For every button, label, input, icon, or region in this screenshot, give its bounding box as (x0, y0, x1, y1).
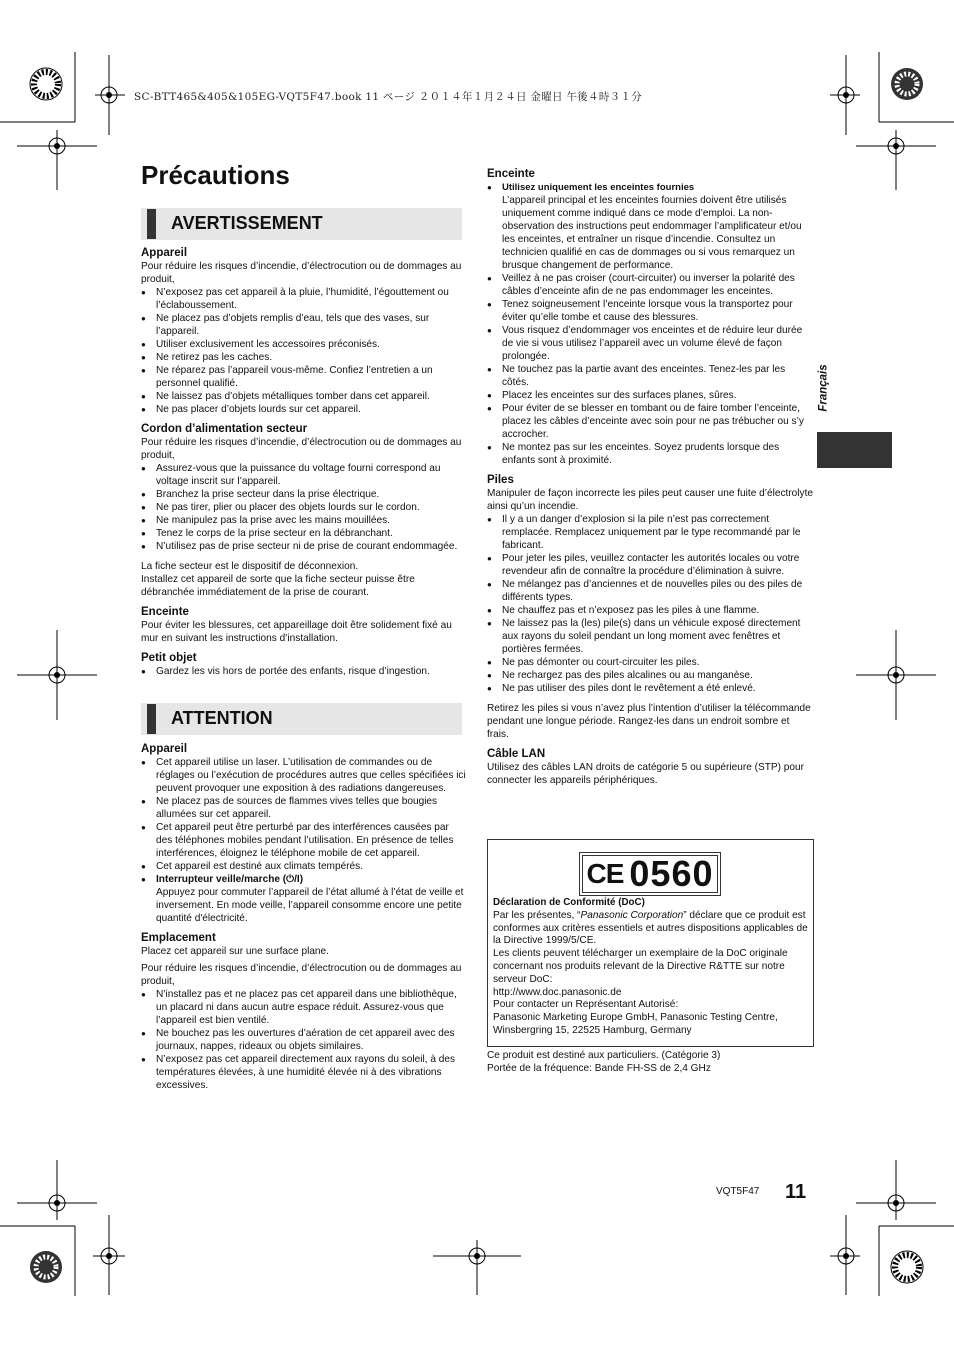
cordon-note-2: Installez cet appareil de sorte que la fiche secteur puisse être débranchée immédiatement de la prise de courant. (141, 574, 415, 598)
enceinte-heading: Enceinte (141, 606, 189, 618)
attention-section (141, 736, 466, 1092)
enceinte-first-text: L’appareil principal et les enceintes fournies doivent être utilisés uniquement comme indiqué dans ce mode d’emploi. La non-observation des instructions peut endommager l’amplificateur et/ou les enceintes, et entraîner un risque d’incendie. Consultez un technicien qualifié en cas de dommages ou si vous remarquez un brusque changement de performance. (502, 195, 802, 271)
doc-line1: Par les présentes, “Panasonic Corporation” déclare que ce produit est conformes aux critères essentiels et autres dispositions applicables de la Directive 1999/5/CE. (493, 909, 808, 947)
language-label: Français (817, 364, 830, 412)
doc-line2: Les clients peuvent télécharger un exemplaire de la DoC originale concernant nos produits relevant de la Directive R&TTE sur notre serveur DoC: (493, 948, 788, 985)
list-item: ● Il y a un danger d’explosion si la pile n’est pas correctement remplacée. Remplacez uniquement par le type recommandé par le fabricant. (487, 513, 813, 552)
list-item: ● N’exposez pas cet appareil directement aux rayons du soleil, à des températures élevées, à une humidité élevée ni à des vibrations excessives. (141, 1053, 466, 1092)
list-item: ● Ne laissez pas d’objets métalliques tomber dans cet appareil. (141, 390, 466, 403)
appareil-heading: Appareil (141, 247, 188, 259)
company-name: Panasonic Corporation (580, 909, 684, 921)
cordon-intro: Pour réduire les risques d’incendie, d’électrocution ou de dommages au produit, (141, 437, 462, 461)
book-header: SC-BTT465&405&105EG-VQT5F47.book 11 ページ ２０１４年１月２４日 金曜日 午後４時３１分 (134, 91, 643, 103)
list-item: ● Ne retirez pas les caches. (141, 351, 466, 364)
list-item: ● Ne montez pas sur les enceintes. Soyez prudents lorsque des enfants sont à proximité. (487, 441, 813, 467)
petit-objet-heading: Petit objet (141, 652, 197, 664)
lan-heading: Câble LAN (487, 748, 546, 760)
list-item: ● Ne mélangez pas d’anciennes et de nouvelles piles ou des piles de différents types. (487, 578, 813, 604)
attention-banner (141, 703, 462, 735)
banner-bar (147, 209, 156, 239)
piles-list (487, 513, 813, 695)
appareil-intro: Pour réduire les risques d’incendie, d’électrocution ou de dommages au produit, (141, 261, 462, 285)
list-item (487, 181, 813, 272)
list-item: ● Ne pas démonter ou court-circuiter les piles. (487, 656, 813, 669)
list-item: ● Tenez le corps de la prise secteur en la débranchant. (141, 527, 466, 540)
enceinte-first-label: Utilisez uniquement les enceintes fournies (502, 182, 695, 193)
doc-line4: Panasonic Marketing Europe GmbH, Panasonic Testing Centre, Winsbergring 15, 22525 Hamburg, Germany (493, 1012, 778, 1036)
list-item: ● Tenez soigneusement l’enceinte lorsque vous la transportez pour éviter qu’elle tombe et cause des blessures. (487, 298, 813, 324)
frequency-note: Portée de la fréquence: Bande FH-SS de 2,4 GHz (487, 1063, 711, 1074)
ce-mark: CE (586, 858, 624, 889)
avertissement-heading: AVERTISSEMENT (171, 213, 323, 233)
cordon-note-1: La fiche secteur est le dispositif de déconnexion. (141, 561, 359, 572)
appareil-list (141, 286, 466, 416)
doc-url: http://www.doc.panasonic.de (493, 986, 622, 998)
page-number: 11 (785, 1181, 807, 1203)
piles-outro: Retirez les piles si vous n’avez plus l’intention d’utiliser la télécommande pendant une longue période. Rangez-les dans un endroit sombre et frais. (487, 703, 811, 740)
list-item: ● Ne pas tirer, plier ou placer des objets lourds sur le cordon. (141, 501, 466, 514)
list-item: ● Ne pas utiliser des piles dont le revêtement a été enlevé. (487, 682, 813, 695)
switch-text: Appuyez pour commuter l’appareil de l’état allumé à l’état de veille et inversement. En mode veille, l’appareil consomme encore une petite quantité d'électricité. (156, 887, 464, 924)
list-item: ● Ne bouchez pas les ouvertures d’aération de cet appareil avec des journaux, nappes, rideaux ou objets similaires. (141, 1027, 466, 1053)
list-item: ● Ne rechargez pas des piles alcalines ou au manganèse. (487, 669, 813, 682)
after-box-text (487, 1049, 813, 1075)
list-item: ● Pour éviter de se blesser en tombant ou de faire tomber l’enceinte, placez les câbles d’enceinte avec soin pour ne pas trébucher ou s’y accrocher. (487, 402, 813, 441)
doc-line3: Pour contacter un Représentant Autorisé: (493, 999, 679, 1011)
avertissement-banner (141, 208, 462, 240)
list-item: ● N’exposez pas cet appareil à la pluie, l’humidité, l’égouttement ou l’éclaboussement. (141, 286, 466, 312)
list-item: ● Gardez les vis hors de portée des enfants, risque d’ingestion. (141, 665, 466, 678)
right-enceinte-list (487, 181, 813, 467)
list-item: ● Ne réparez pas l’appareil vous-même. Confiez l’entretien a un personnel qualifié. (141, 364, 466, 390)
category-note: Ce produit est destiné aux particuliers. (Catégorie 3) (487, 1050, 721, 1061)
list-item: ● Ne manipulez pas la prise avec les mains mouillées. (141, 514, 466, 527)
enceinte-text: Pour éviter les blessures, cet appareillage doit être solidement fixé au mur en suivant les instructions d’installation. (141, 620, 452, 644)
list-item: ● Ne laissez pas la (les) pile(s) dans un véhicule exposé directement aux rayons du soleil pendant un long moment avec fenêtres et portières fermées. (487, 617, 813, 656)
list-item: ● Branchez la prise secteur dans la prise électrique. (141, 488, 466, 501)
doc-title: Déclaration de Conformité (DoC) (493, 897, 645, 908)
switch-label: Interrupteur veille/marche (⏻/I) (156, 874, 304, 885)
list-item (141, 873, 466, 925)
piles-intro: Manipuler de façon incorrecte les piles peut causer une fuite d’électrolyte ainsi qu’un incendie. (487, 488, 813, 512)
list-item: ● Ne touchez pas la partie avant des enceintes. Tenez-les par les côtés. (487, 363, 813, 389)
ce-mark-logo (579, 852, 721, 896)
petit-objet-list (141, 665, 466, 678)
list-item: ● Veillez à ne pas croiser (court-circuiter) ou inverser la polarité des câbles d’enceinte afin de ne pas endommager les enceintes. (487, 272, 813, 298)
ce-number: 0560 (629, 853, 714, 894)
list-item: ● N’utilisez pas de prise secteur ni de prise de courant endommagée. (141, 540, 466, 553)
emplacement-list (141, 988, 466, 1092)
emplacement-line1: Placez cet appareil sur une surface plane. (141, 946, 329, 957)
cordon-list (141, 462, 466, 553)
document-code: VQT5F47 (716, 1186, 760, 1197)
language-tab (817, 432, 892, 468)
list-item: ● Cet appareil peut être perturbé par des interférences causées par des téléphones mobiles pendant l’utilisation. En présence de telles interférences, éloignez le téléphone mobile de cet appareil. (141, 821, 466, 860)
right-enceinte-heading: Enceinte (487, 168, 535, 180)
list-item: ● Placez les enceintes sur des surfaces planes, sûres. (487, 389, 813, 402)
emplacement-heading: Emplacement (141, 932, 216, 944)
list-item: ● Utiliser exclusivement les accessoires préconisés. (141, 338, 466, 351)
doc-text (493, 897, 809, 1038)
attention-appareil-list (141, 756, 466, 925)
right-column (487, 161, 813, 787)
list-item: ● Ne placez pas de sources de flammes vives telles que bougies allumées sur cet appareil. (141, 795, 466, 821)
attention-appareil-heading: Appareil (141, 743, 188, 755)
attention-heading: ATTENTION (171, 708, 273, 728)
list-item: ● Ne pas placer d’objets lourds sur cet appareil. (141, 403, 466, 416)
list-item: ● Ne placez pas d’objets remplis d’eau, tels que des vases, sur l’appareil. (141, 312, 466, 338)
banner-bar (147, 704, 156, 734)
avertissement-section (141, 240, 466, 678)
doc-box (487, 839, 814, 1047)
list-item: ● Vous risquez d’endommager vos enceintes et de réduire leur durée de vie si vous utilisez l’appareil avec un volume élevé de façon prolongée. (487, 324, 813, 363)
emplacement-intro: Pour réduire les risques d’incendie, d’électrocution ou de dommages au produit, (141, 963, 462, 987)
page-title: Précautions (141, 160, 290, 190)
list-item: ● N’installez pas et ne placez pas cet appareil dans une bibliothèque, un placard ni dans aucun autre espace réduit. Assurez-vous que l’appareil est bien ventilé. (141, 988, 466, 1027)
list-item: ● Pour jeter les piles, veuillez contacter les autorités locales ou votre revendeur afin de connaître la procédure d’élimination à suivre. (487, 552, 813, 578)
list-item: ● Ne chauffez pas et n’exposez pas les piles à une flamme. (487, 604, 813, 617)
list-item: ● Assurez-vous que la puissance du voltage fourni correspond au voltage inscrit sur l’appareil. (141, 462, 466, 488)
piles-heading: Piles (487, 474, 514, 486)
cordon-heading: Cordon d’alimentation secteur (141, 423, 308, 435)
list-item: ● Cet appareil utilise un laser. L’utilisation de commandes ou de réglages ou l’exécution de procédures autres que celles spécifiées ici peuvent provoquer une exposition à des radiations dangereuses. (141, 756, 466, 795)
lan-text: Utilisez des câbles LAN droits de catégorie 5 ou supérieure (STP) pour connecter les appareils périphériques. (487, 762, 804, 786)
list-item: ● Cet appareil est destiné aux climats tempérés. (141, 860, 466, 873)
